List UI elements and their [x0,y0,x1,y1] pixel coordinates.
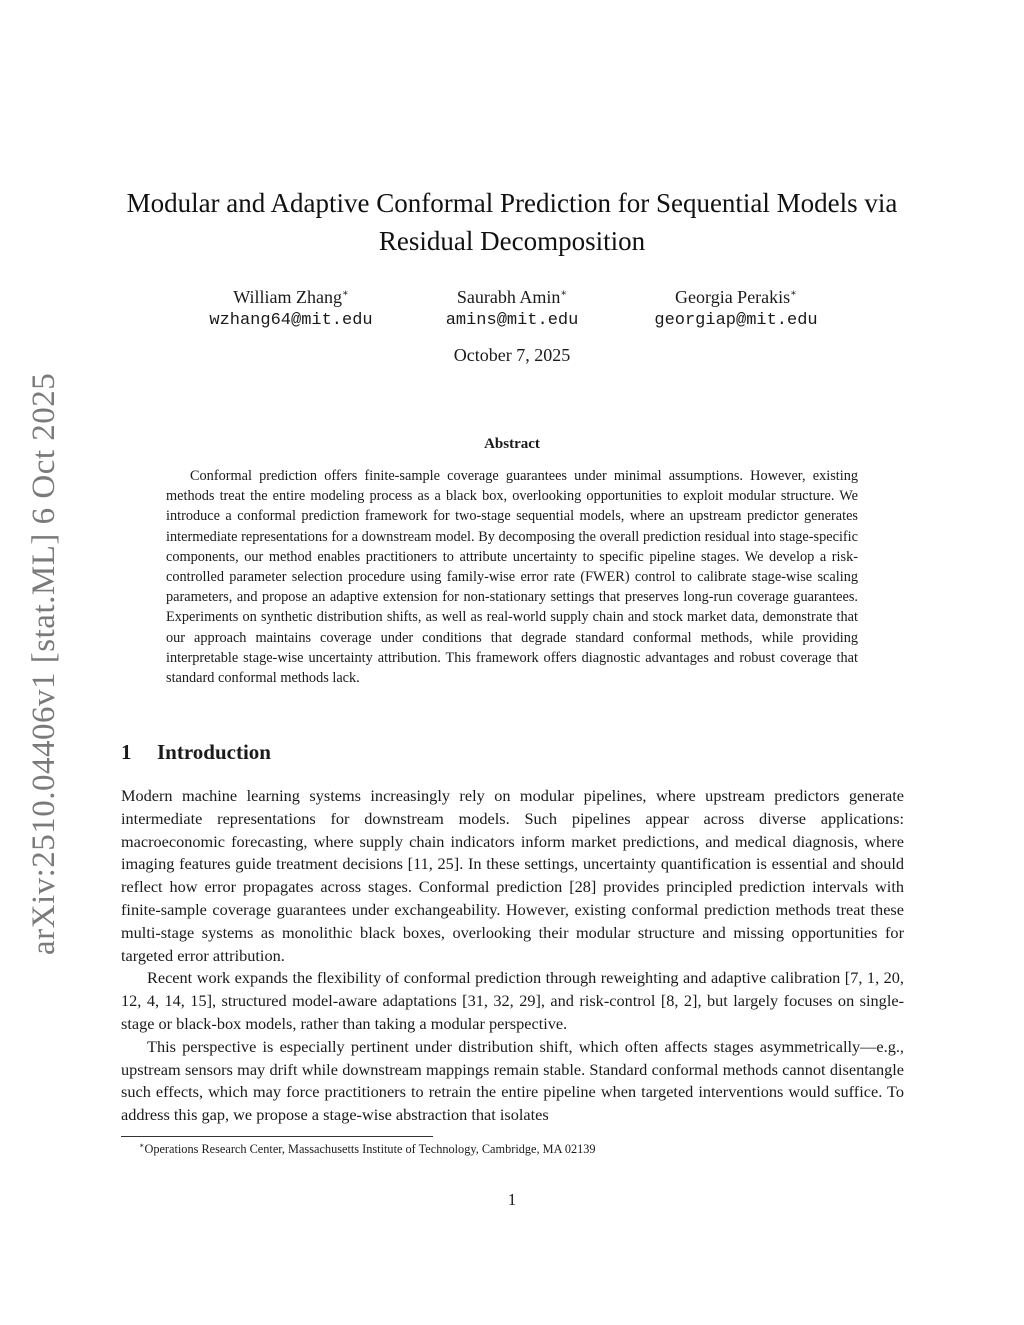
section-title: Introduction [157,740,271,764]
paragraph: This perspective is especially pertinent under distribution shift, which often affects stages asymmetrically—e.g., upstream sensors may drift while downstream mappings remain stable. Standard conformal methods cannot disentangle such effects, which may force practitioners to retrain the entire pipeline when targeted interventions would suffice. To address this gap, we propose a stage-wise abstraction that isolates [121,1036,904,1125]
footnote [139,1141,596,1157]
footnote-mark: ∗ [139,1141,145,1150]
paper-title: Modular and Adaptive Conformal Prediction for Sequential Models via Residual Decomposition [126,188,898,256]
footnote-text: Operations Research Center, Massachusetts Institute of Technology, Cambridge, MA 02139 [144,1142,596,1157]
section-body [121,785,904,1127]
author-2 [397,283,627,334]
page-number: 1 [507,1190,517,1209]
paragraph: Modern machine learning systems increasingly rely on modular pipelines, where upstream predictors generate intermediate representations for downstream models. Such pipelines appear across diverse applications: macroeconomic forecasting, where supply chain indicators inform market predictions, and medical diagnosis, where imaging features guide treatment decisions [11, 25]. In these settings, uncertainty quantification is essential and should reflect how error propagates across stages. Conformal prediction [28] provides principled prediction intervals with finite-sample coverage guarantees under exchangeability. However, existing conformal prediction methods treat these multi-stage systems as monolithic black boxes, overlooking their modular structure and missing opportunities for targeted error attribution. [121,786,904,965]
section-number: 1 [121,740,132,764]
author-name: Saurabh Amin∗ [456,287,568,307]
paragraph: Recent work expands the flexibility of conformal prediction through reweighting and adaptive calibration [7, 1, 20, 12, 4, 14, 15], structured model-aware adaptations [31, 32, 29], and risk-control [8, 2], but largely focuses on single-stage or black-box models, rather than taking a modular perspective. [121,968,904,1033]
author-email[interactable]: wzhang64@mit.edu [209,311,373,330]
abstract-heading: Abstract [484,436,540,452]
author-3 [621,283,851,334]
author-email[interactable]: amins@mit.edu [445,311,579,330]
abstract-text: Conformal prediction offers finite-sample coverage guarantees under minimal assumptions. However, existing methods treat the entire modeling process as a black box, overlooking opportunities to exploit modular structure. We introduce a conformal prediction framework for two-stage sequential models, where an upstream predictor generates intermediate representations for a downstream model. By decomposing the overall prediction residual into stage-specific components, our method enables practitioners to attribute uncertainty to specific pipeline stages. We develop a risk-controlled parameter selection procedure using family-wise error rate (FWER) control to calibrate stage-wise scaling parameters, and propose an adaptive extension for non-stationary settings that preserves long-run coverage guarantees. Experiments on synthetic distribution shifts, as well as real-world supply chain and stock market data, demonstrate that our approach maintains coverage under conditions that degrade standard conformal methods, while providing interpretable stage-wise uncertainty attribution. This framework offers diagnostic advantages and robust coverage that standard conformal methods lack. [166,468,858,687]
paper-date: October 7, 2025 [453,345,571,365]
author-email[interactable]: georgiap@mit.edu [654,311,818,330]
author-1 [176,283,406,334]
footnote-rule [121,1136,433,1137]
author-name: Georgia Perakis∗ [675,287,797,307]
arxiv-stamp: arXiv:2510.04406v1 [stat.ML] 6 Oct 2025 [26,372,62,955]
author-name: William Zhang∗ [233,287,349,307]
section-heading [121,740,271,765]
